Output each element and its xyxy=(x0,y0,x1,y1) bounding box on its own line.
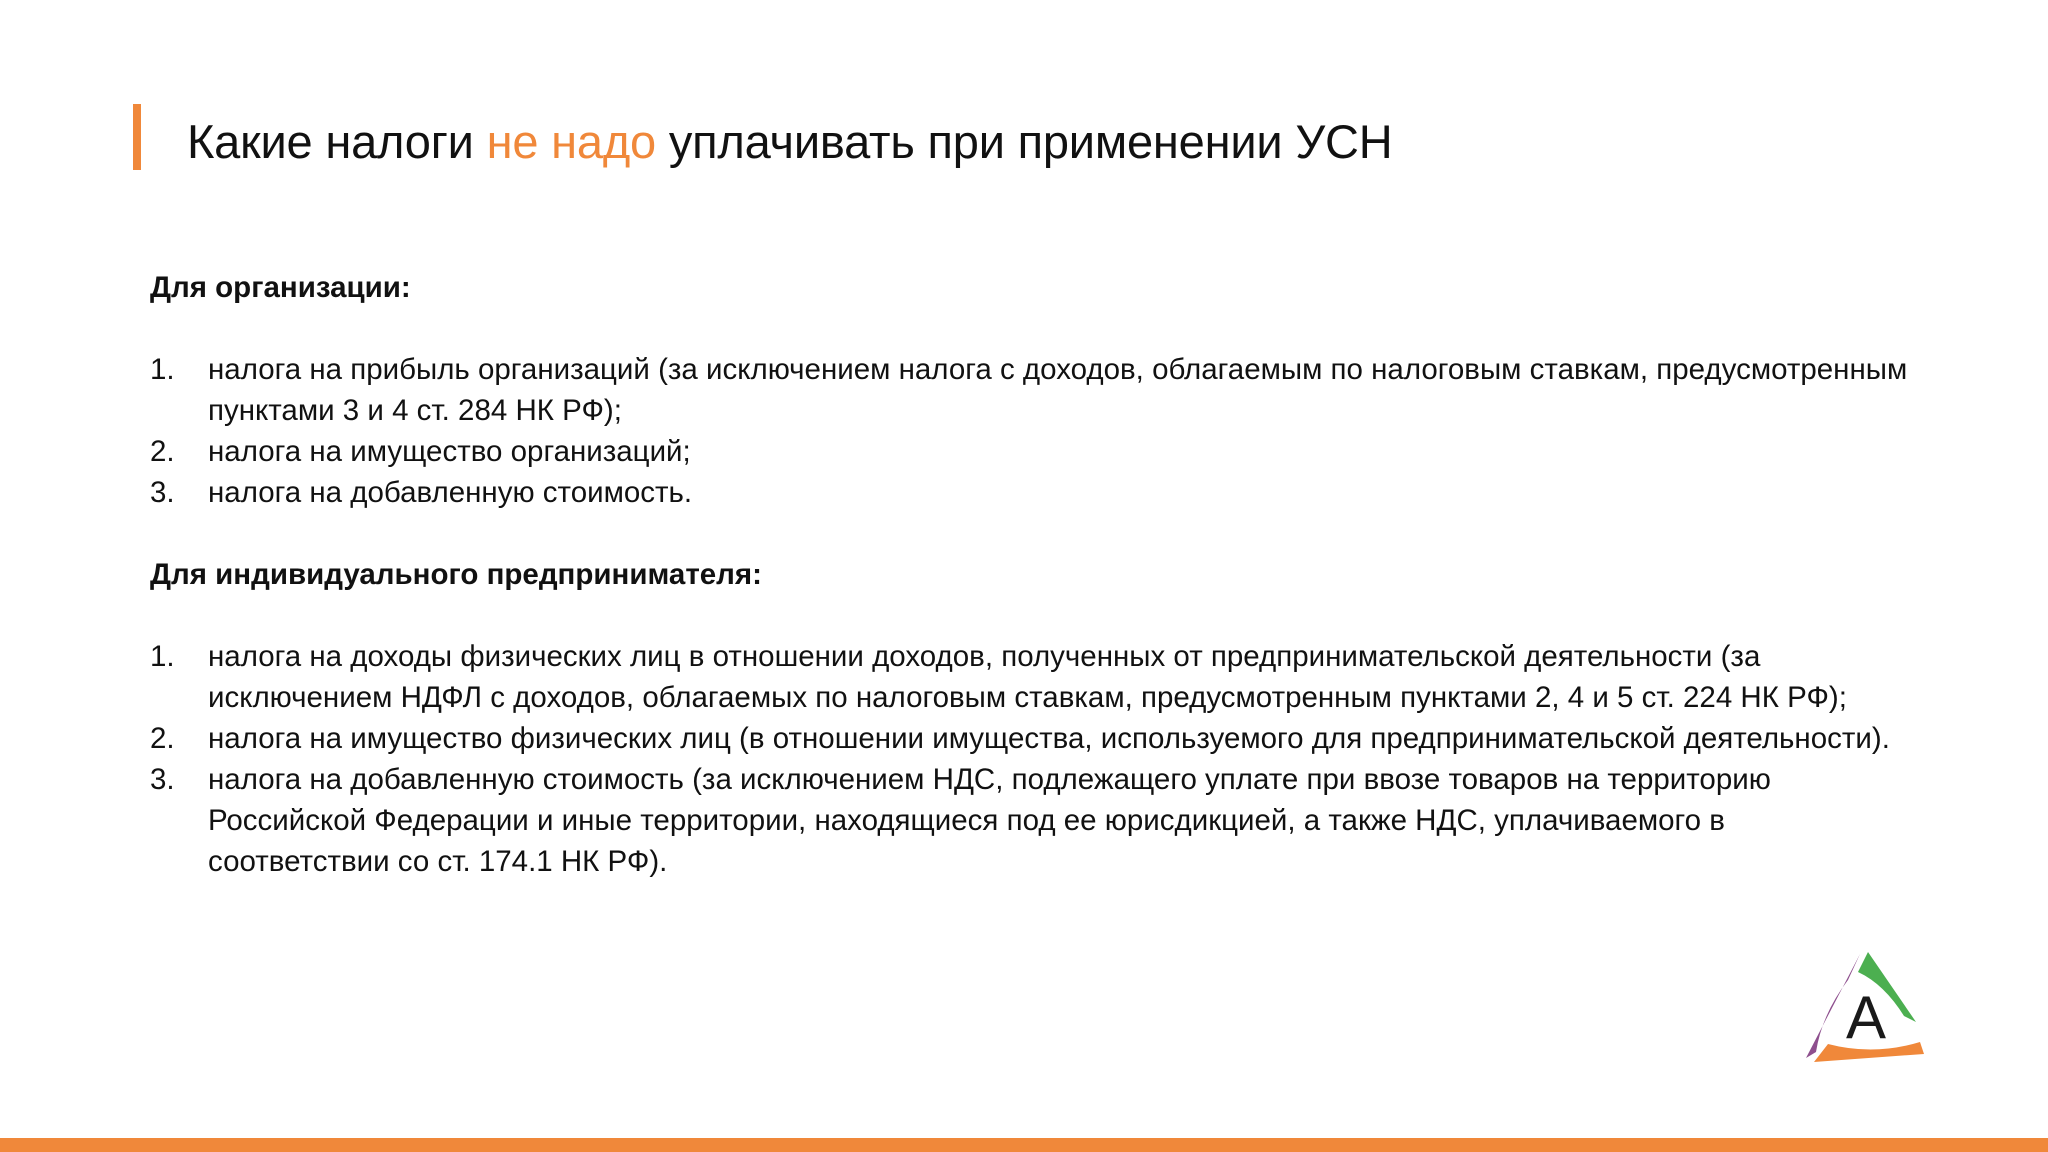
list-item-text: налога на добавленную стоимость. xyxy=(208,476,693,509)
logo-letter: A xyxy=(1845,984,1887,1051)
list-number: 3. xyxy=(150,763,175,796)
list-number: 1. xyxy=(150,353,175,386)
title-highlight: не надо xyxy=(486,115,656,168)
slide-content xyxy=(150,267,1910,882)
list-item xyxy=(150,472,1910,513)
organization-list xyxy=(150,349,1910,513)
title-accent-bar xyxy=(133,104,141,170)
bottom-accent-bar xyxy=(0,1138,2048,1152)
list-number: 2. xyxy=(150,722,175,755)
list-item-text: налога на имущество организаций; xyxy=(208,435,691,468)
entrepreneur-list xyxy=(150,636,1910,882)
organization-heading: Для организации: xyxy=(150,271,411,304)
title-text-start: Какие налоги xyxy=(187,115,487,168)
list-item xyxy=(150,431,1910,472)
list-item xyxy=(150,636,1910,718)
list-item-text: налога на добавленную стоимость (за исключением НДС, подлежащего уплате при ввозе товаров на территорию Российской Федерации и иные территории, находящиеся под ее юрисдикцией, а также НДС, уплачиваемого в соответствии со ст. 174.1 НК РФ). xyxy=(208,763,1771,878)
list-item xyxy=(150,759,1910,882)
entrepreneur-heading: Для индивидуального предпринимателя: xyxy=(150,558,762,591)
list-item-text: налога на прибыль организаций (за исключением налога с доходов, облагаемым по налоговым ставкам, предусмотренным пунктами 3 и 4 ст. 284 НК РФ); xyxy=(208,353,1908,427)
list-item xyxy=(150,349,1910,431)
slide-title xyxy=(187,110,1392,174)
list-number: 3. xyxy=(150,476,175,509)
list-item-text: налога на доходы физических лиц в отношении доходов, полученных от предпринимательской деятельности (за исключением НДФЛ с доходов, облагаемых по налоговым ставкам, предусмотренным пунктами 2, 4 и 5 ст. 224 НК РФ); xyxy=(208,640,1847,714)
list-number: 1. xyxy=(150,640,175,673)
company-logo xyxy=(1804,950,1926,1062)
list-number: 2. xyxy=(150,435,175,468)
list-item-text: налога на имущество физических лиц (в отношении имущества, используемого для предпринимательской деятельности). xyxy=(208,722,1890,755)
list-item xyxy=(150,718,1910,759)
title-text-end: уплачивать при применении УСН xyxy=(656,115,1393,168)
